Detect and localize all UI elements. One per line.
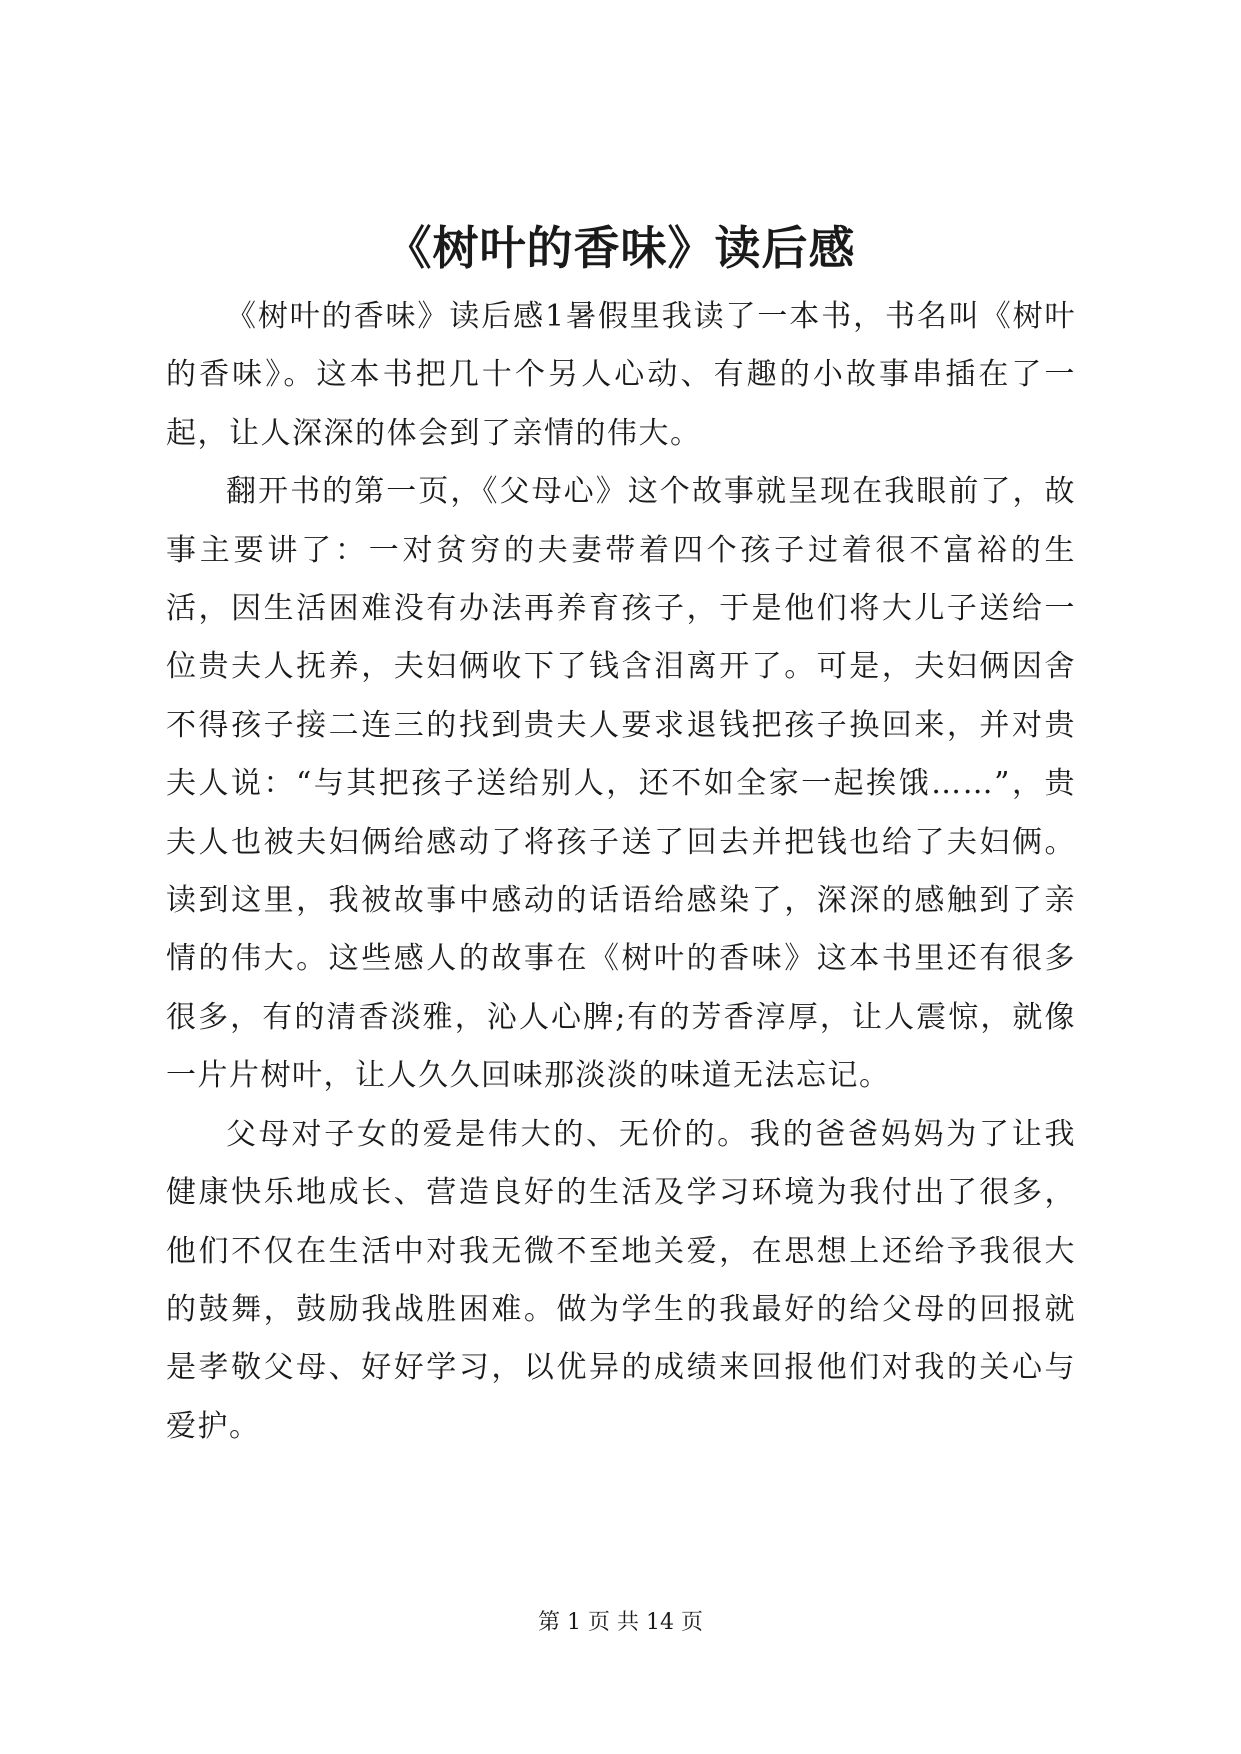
page-number-footer: 第 1 页 共 14 页 xyxy=(538,1610,703,1635)
document-body xyxy=(166,288,1076,1456)
paragraph-2: 翻开书的第一页，《父母心》这个故事就呈现在我眼前了，故事主要讲了：一对贫穷的夫妻带着四个孩子过着很不富裕的生活，因生活困难没有办法再养育孩子，于是他们将大儿子送给一位贵夫人抚养，夫妇俩收下了钱含泪离开了。可是，夫妇俩因舍不得孩子接二连三的找到贵夫人要求退钱把孩子换回来，并对贵夫人说：“与其把孩子送给别人，还不如全家一起挨饿……”，贵夫人也被夫妇俩给感动了将孩子送了回去并把钱也给了夫妇俩。读到这里，我被故事中感动的话语给感染了，深深的感触到了亲情的伟大。这些感人的故事在《树叶的香味》这本书里还有很多很多，有的清香淡雅，沁人心脾;有的芳香淳厚，让人震惊，就像一片片树叶，让人久久回味那淡淡的味道无法忘记。 xyxy=(166,474,1076,1094)
paragraph-1: 《树叶的香味》读后感1暑假里我读了一本书，书名叫《树叶的香味》。这本书把几十个另人心动、有趣的小故事串插在了一起，让人深深的体会到了亲情的伟大。 xyxy=(166,299,1076,451)
document-title: 《树叶的香味》读后感 xyxy=(385,221,856,275)
paragraph-3: 父母对子女的爱是伟大的、无价的。我的爸爸妈妈为了让我健康快乐地成长、营造良好的生活及学习环境为我付出了很多，他们不仅在生活中对我无微不至地关爱，在思想上还给予我很大的鼓舞，鼓励我战胜困难。做为学生的我最好的给父母的回报就是孝敬父母、好好学习，以优异的成绩来回报他们对我的关心与爱护。 xyxy=(166,1116,1076,1444)
